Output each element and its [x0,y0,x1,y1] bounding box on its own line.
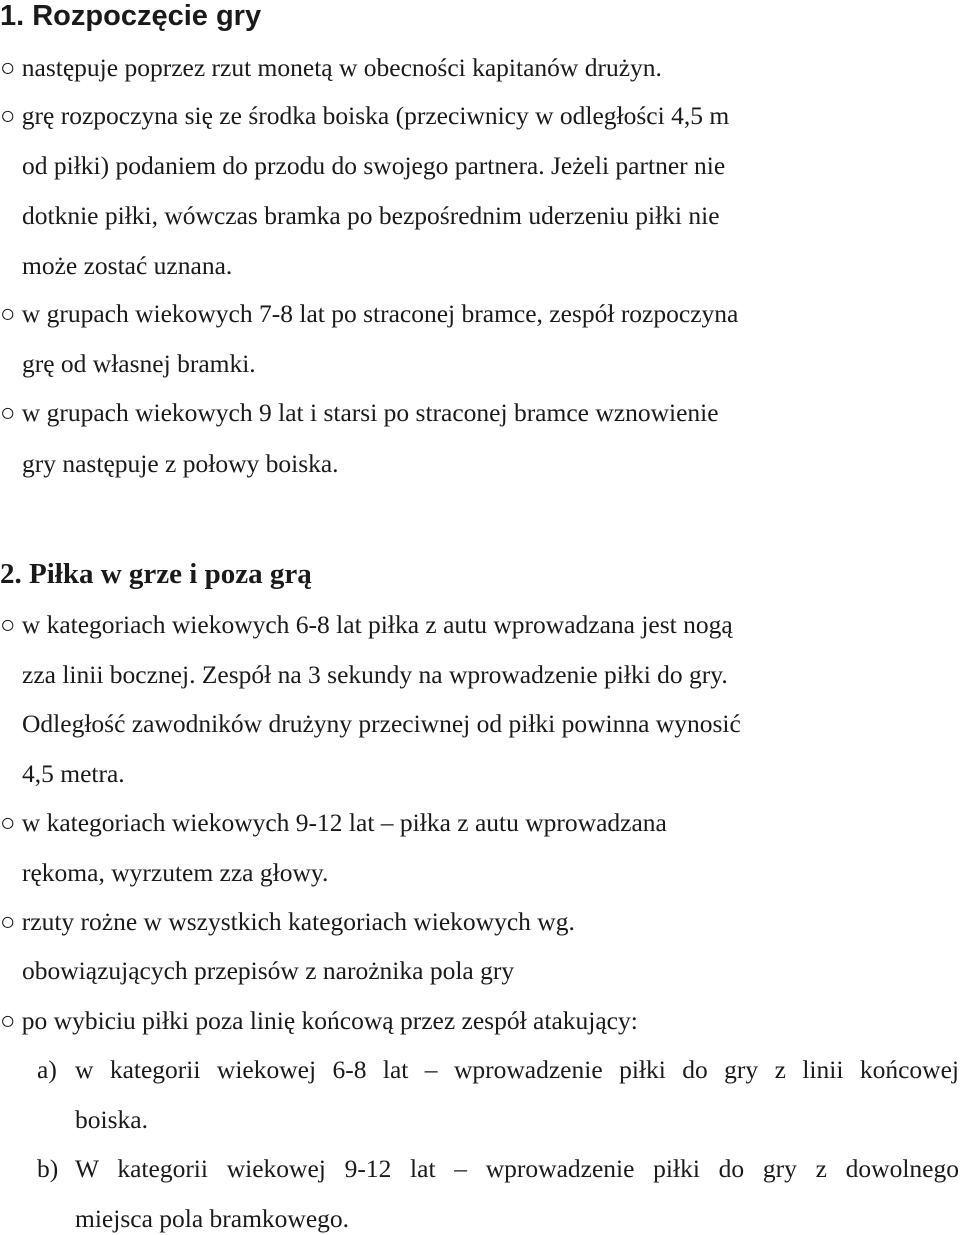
bullet-icon: ○ [0,1006,16,1035]
subitem-label: a) [37,1055,57,1084]
list-item-continuation: od piłki) podaniem do przodu do swojego partnera. Jeżeli partner nie [22,151,726,180]
list-item [0,101,729,131]
bullet-icon: ○ [0,610,16,639]
bullet-icon: ○ [0,808,16,837]
list-item-text: w grupach wiekowych 9 lat i starsi po straconej bramce wznowienie [21,398,719,427]
list-item-text: następuje poprzez rzut monetą w obecności kapitanów drużyn. [21,53,662,82]
list-item [0,53,662,83]
bullet-icon: ○ [0,907,16,936]
list-item-continuation: rękoma, wyrzutem zza głowy. [22,858,329,887]
bullet-icon: ○ [0,53,16,82]
list-item [0,610,733,640]
bullet-icon: ○ [0,299,16,328]
list-item [0,398,719,428]
list-item-continuation: obowiązujących przepisów z narożnika pola gry [22,956,515,985]
list-item [0,808,667,838]
section-2-heading: 2. Piłka w grze i poza grą [0,558,312,590]
list-item-continuation: zza linii bocznej. Zespół na 3 sekundy na wprowadzenie piłki do gry. [22,660,728,689]
list-item [0,299,738,329]
subitem-text: w kategorii wiekowej 6-8 lat – wprowadzenie piłki do gry z linii końcowej [75,1055,959,1084]
list-item-continuation: Odległość zawodników drużyny przeciwnej od piłki powinna wynosić [22,709,741,738]
list-item-continuation: dotknie piłki, wówczas bramka po bezpośrednim uderzeniu piłki nie [22,201,720,230]
subitem-label: b) [37,1154,59,1183]
subitem-continuation: miejsca pola bramkowego. [75,1204,350,1233]
list-item-text: w grupach wiekowych 7-8 lat po straconej bramce, zespół rozpoczyna [21,299,739,328]
list-item-text: grę rozpoczyna się ze środka boiska (przeciwnicy w odległości 4,5 m [21,101,730,130]
list-item-text: w kategoriach wiekowych 9-12 lat – piłka z autu wprowadzana [21,808,667,837]
list-item-text: rzuty rożne w wszystkich kategoriach wiekowych wg. [21,907,575,936]
list-item-text: po wybiciu piłki poza linię końcową przez zespół atakujący: [21,1006,638,1035]
list-item [0,1006,638,1036]
subitem-continuation: boiska. [75,1105,148,1134]
section-1-heading: 1. Rozpoczęcie gry [0,0,262,32]
bullet-icon: ○ [0,398,16,427]
bullet-icon: ○ [0,101,16,130]
list-item [0,907,575,937]
subitem-text: W kategorii wiekowej 9-12 lat – wprowadzenie piłki do gry z dowolnego [75,1154,959,1183]
list-item-continuation: może zostać uznana. [22,251,233,280]
list-item-continuation: grę od własnej bramki. [22,349,256,378]
list-item-text: w kategoriach wiekowych 6-8 lat piłka z autu wprowadzana jest nogą [21,610,733,639]
list-item-continuation: 4,5 metra. [22,759,125,788]
list-item-continuation: gry następuje z połowy boiska. [22,449,339,478]
